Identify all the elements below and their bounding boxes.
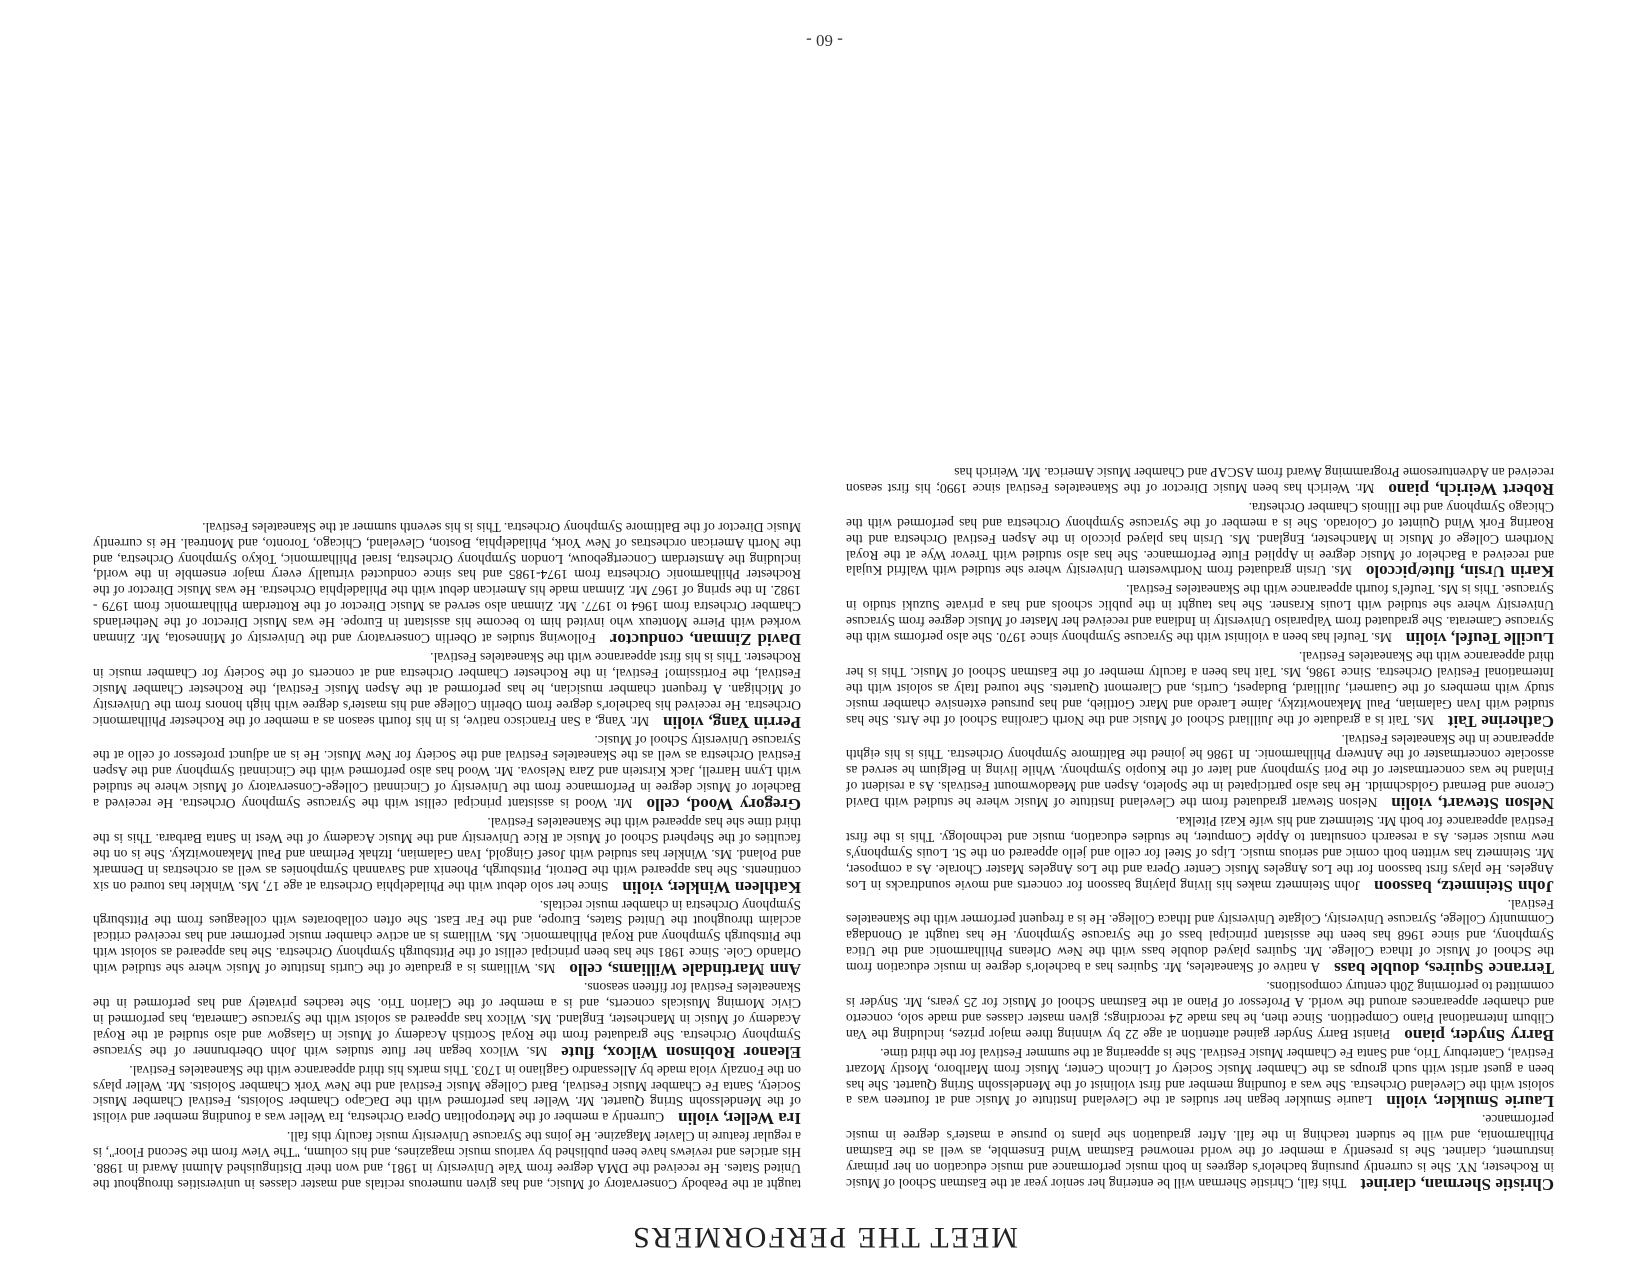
performer-name: Ann Martindale Williams, cello (569, 960, 801, 980)
performer-bio-text: Laurie Smukler began her studies at the Cleveland Institute of Music and at fourteen was a soloist with the Cleveland Orchestra. She was a founding member and first violinist of the Mendelssohn String Quartet. She has been a guest artist with such groups as the Chamber Music Society of Lincoln Center, Music from Marlboro, Mostly Mozart Festival, Canterbury Trio, and Santa Fe Chamber Music Festival. She is appearing at the summer Festival for the third time. (846, 1045, 1554, 1109)
performer-bio (92, 519, 801, 650)
performer-bio-text: John Steinmetz makes his living playing bassoon for concerts and movie soundtracks in Los Angeles. He plays first bassoon for the Los Angeles Music Center Opera and the Los Angeles Master Chorale. As a composer, Mr. Steinmetz has written both comic and serious music. Lips of Steel for cello and jello appeared on the St. Louis Symphony's new music series. As a research consultant to Apple Computer, he studies education, music and technology. This is the first Festival appearance for both Mr. Steinmetz and his wife Kazi Pitelka. (846, 814, 1554, 893)
performer-name: David Zinman, conductor (609, 630, 801, 650)
performer-bio (846, 731, 1554, 812)
performer-bio-text: Ms. Tait is a graduate of the Juilliard School of Music and the North Carolina School of the Arts. She has studied with Ivan Galamian, Paul Makanowitzky, Jaime Laredo and Marc Gottlieb, and has pursued extensive chamber music study with members of the Guarneri, Juilliard, Budapest, Curtis, and Claremont Quartets. She toured Italy as soloist with the International Festival Orchestra. Since 1986, Ms. Tait has been a faculty member of the Eastman School of Music. This is her third appearance with the Skaneateles Festival. (845, 649, 1554, 728)
performer-name: Nelson Stewart, violin (1391, 794, 1554, 814)
performer-name: Barry Snyder, piano (1404, 1025, 1554, 1045)
performer-bio-text: Mr. Weirich has been Music Director of the Skaneateles Festival since 1990; his first season received an Adventuresome Programming Award from ASCAP and Chamber Music America. Mr. Weirich has (846, 465, 1554, 496)
performer-bio (846, 813, 1554, 894)
performer-bio (93, 979, 801, 1060)
performer-bio (846, 648, 1554, 729)
performer-bio (846, 978, 1554, 1043)
performer-bio-text: Mr. Wood is assistant principal cellist with the Syracuse Symphony Orchestra. He received a Bachelor of Music degree in Performance from the University of Cincinnati College-Conservatory of Music where he studied with Lynn Harrell, Jack Kirstein and Zara Nelsova. Mr. Wood has also performed with the Cincinnati Symphony and the Aspen Festival Orchestra as well as the Skaneateles Festival and the Society for New Music. He is an adjunct professor of cello at the Syracuse University School of Music. (93, 732, 801, 812)
performer-bio-text: Mr. Yang, a San Francisco native, is in his fourth season as a member of the Rochester Philharmonic Orchestra. He received his bachelor's degree from Oberlin College and his master's degree with high honors from the University of Michigan. A frequent chamber musician, he has performed at the Aspen Music Festival, the Rochester Chamber Music Festival, the Fortissimo! Festival, in the Rochester Chamber Orchestra and at concerts of the Society for Chamber music in Rochester. This is his first appearance with the Skaneateles Festival. (93, 650, 801, 729)
performer-bio (93, 732, 801, 813)
performer-bio (93, 814, 801, 895)
performer-name: Karin Ursin, flute/piccolo (1365, 562, 1554, 582)
performer-bio-text: Pianist Barry Snyder gained attention at age 22 by winning three major prizes, including the Van Cliburn International Piano Competition. Since then, he has made 24 recordings; given master classes and made solo, concerto and chamber appearances around the world. A Professor of Piano at the Eastman School of Music for 25 years, Mr. Snyder is committed to performing 20th century compositions. (846, 979, 1554, 1042)
performer-bio (846, 1111, 1554, 1192)
performer-bio-text: Ms. Ursin graduated from Northwestern University where she studied with Walfrid Kujala and received a Bachelor of Music degree in Applied Flute Performance. She has also studied with Trevor Wye at the Royal Northern College of Music in Manchester, England. Ms. Ursin has played piccolo in the Aspen Festival Orchestra and the Roaring Fork Wind Quintet of Colorado. She is a member of the Syracuse Symphony Orchestra and has performed with the Chicago Symphony and the Illinois Chamber Orchestra. (846, 499, 1554, 579)
right-column (93, 517, 801, 1192)
page-title: MEET THE PERFORMERS (631, 1221, 1018, 1254)
performer-bio (846, 464, 1554, 497)
performer-bio (846, 499, 1554, 580)
performer-name: John Steinmetz, bassoon (1374, 876, 1554, 896)
performer-bio-text: This fall, Christie Sherman will be entering her senior year at the Eastman School of Music in Rochester, NY. She is currently pursuing bachelor's degrees in both music performance and music education on her primary instrument, clarinet. She is presently a member of the world renowned Eastman Wind Ensemble, as well as the Eastman Philharmonia, and will be student teaching in the fall. After graduation she plans to pursue a master's degree in music performance. (846, 1112, 1554, 1191)
performer-bio-text: taught at the Peabody Conservatory of Music, and has given numerous recitals and master classes in universities throughout the United States. He received the DMA degree from Yale University in 1981, and won their Distinguished Alumni Award in 1988. His articles and reviews have been published by various music magazines, and his column, "The View from the Second Floor", is a regular feature in Clavier Magazine. He joins the Syracuse University music faculty this fall. (93, 1129, 801, 1192)
performer-name: Laurie Smukler, violin (1386, 1092, 1554, 1112)
performer-bio-text: Following studies at Oberlin Conservatory and the University of Minnesota, Mr. Zinman worked with Pierre Monteux who invited him to become his assistant in Europe. He was Music Director of the Netherlands Chamber Orchestra from 1964 to 1977. Mr. Zinman also served as Music Director of the Rotterdam Philharmonic from 1979 - 1982. In the spring of 1967 Mr. Zinman made his American debut with the Philadelphia Orchestra. He was Music Director of the Rochester Philharmonic Orchestra from 1974-1985 and has since conducted virtually every major ensemble in the world, including the Amsterdam Concertgebouw, London Symphony Orchestra, Israel Philharmonic, Tokyo Symphony Orchestra, and the North American orchestras of New York, Philadelphia, Boston, Cleveland, Chicago, Toronto, and Montreal. He is currently Music Director of the Baltimore Symphony Orchestra. This is his seventh summer at the Skaneateles Festival. (92, 519, 801, 647)
performer-bio-text: Nelson Stewart graduated from the Cleveland Institute of Music where he studied with David Cerone and Bernard Goldschmidt. He has also participated in the Spoleto, Aspen and Meadowmount Festivals. As a resident of Finland he was concertmaster of the Pori Symphony and later of the Kuopio Symphony. While living in Belgium he served as associate concertmaster of the Antwerp Philharmonic. In 1986 he joined the Baltimore Symphony Orchestra. This is his eighth appearance in the Skaneateles Festival. (846, 731, 1554, 811)
performer-name: Catherine Tait (1447, 711, 1554, 731)
performer-bio-text: Ms. Teufel has been a violinist with the Syracuse Symphony since 1970. She also performs with the Syracuse Camerata. She graduated from Valparaiso University in Indiana and received her Master of Music degree from Syracuse University where she studied with Louis Krasner. She has taught in the public schools and has a private Suzuki studio in Syracuse. This is Ms. Teufel's fourth appearance with the Skaneateles Festival. (846, 582, 1554, 646)
performer-name: Lucille Teufel, violin (1405, 629, 1554, 649)
performer-bio (93, 1128, 801, 1192)
performer-bio (846, 896, 1554, 977)
performer-bio (93, 1062, 801, 1127)
performer-name: Kathleen Winkler, violin (622, 877, 801, 897)
performer-bio-text: Ms. Wilcox began her flute studies with John Oberbrunner of the Syracuse Symphony Orchestra. She graduated from the Royal Scottish Academy of Music in Glasgow and also studied at the Royal Academy of Music in Manchester, England. Ms. Wilcox has appeared as soloist with the Syracuse Camerata, has performed in Civic Morning Musicals concerts, and is a member of the Clarion Trio. She teaches privately and has performed in the Skaneateles Festival for fifteen seasons. (92, 980, 801, 1059)
performer-bio (93, 649, 801, 730)
left-column (846, 462, 1554, 1192)
performer-bio-text: Currently a member of the Metropolitan Opera Orchestra, Ira Weller was a founding member and violist of the Mendelssohn String Quartet. Mr. Weller has performed with the DaCapo Chamber Soloists, Festival Chamber Music Society, Santa Fe Chamber Music Festival, Bard College Music Festival and the New York Chamber Soloists. Mr. Weller plays on the Fonzaly viola made by Allessandro Gagliano in 1703. This marks his third appearance with the Skaneateles Festival. (92, 1062, 801, 1126)
performer-bio (93, 897, 801, 978)
performer-name: Terrance Squires, double bass (1334, 959, 1554, 979)
performer-name: Gregory Wood, cello (646, 795, 801, 815)
performer-name: Ira Weller, violin (678, 1109, 801, 1129)
performer-bio-text: Since her solo debut with the Philadelphia Orchestra at age 17, Ms. Winkler has toured on six continents. She has appeared with the Detroit, Pittsburgh, Phoenix and Savannah Symphonies as well as orchestras in Denmark and Poland. Ms. Winkler has studied with Josef Gingold, Ivan Galamian, Itzhak Perlman and Paul Makanowitzky. She is on the faculties of the Shepherd School of Music at Rice University and the Music Academy of the West in Santa Barbara. This is the third time she has appeared with the Skaneateles Festival. (93, 815, 801, 894)
performer-bio (846, 581, 1554, 649)
performer-name: Perrin Yang, violin (663, 712, 801, 732)
performer-bio (846, 1045, 1554, 1110)
performer-bio-text: A native of Skaneateles, Mr. Squires has a bachelor's degree in music education from the School of Music of Ithaca College. Mr. Squires played double bass with the New Orleans Philharmonic and the Utica Symphony, and since 1968 has been the assistant principal bass of the Syracuse Symphony. He has taught at Onondaga Community College, Syracuse University, Colgate University and Ithaca College. He is a frequent performer with the Skaneateles Festival. (846, 896, 1554, 976)
performer-name: Eleanor Robinson Wilcox, flute (561, 1042, 801, 1062)
page-number: - 60 - (806, 31, 843, 50)
performer-name: Christie Sherman, clarinet (1360, 1175, 1554, 1194)
performer-name: Robert Weirich, piano (1388, 479, 1554, 499)
performer-bio-text: Ms. Williams is a graduate of the Curtis Institute of Music where she studied with Orlando Cole. Since 1981 she has been principal cellist of the Pittsburgh Symphony Orchestra. She has appeared as soloist with the Pittsburgh Symphony and Royal Philharmonic. Ms. Williams is an active chamber music performer and has received critical acclaim throughout the United States, Europe, and the Far East. She often collaborates with colleagues from the Pittsburgh Symphony Orchestra in chamber music recitals. (93, 897, 801, 977)
